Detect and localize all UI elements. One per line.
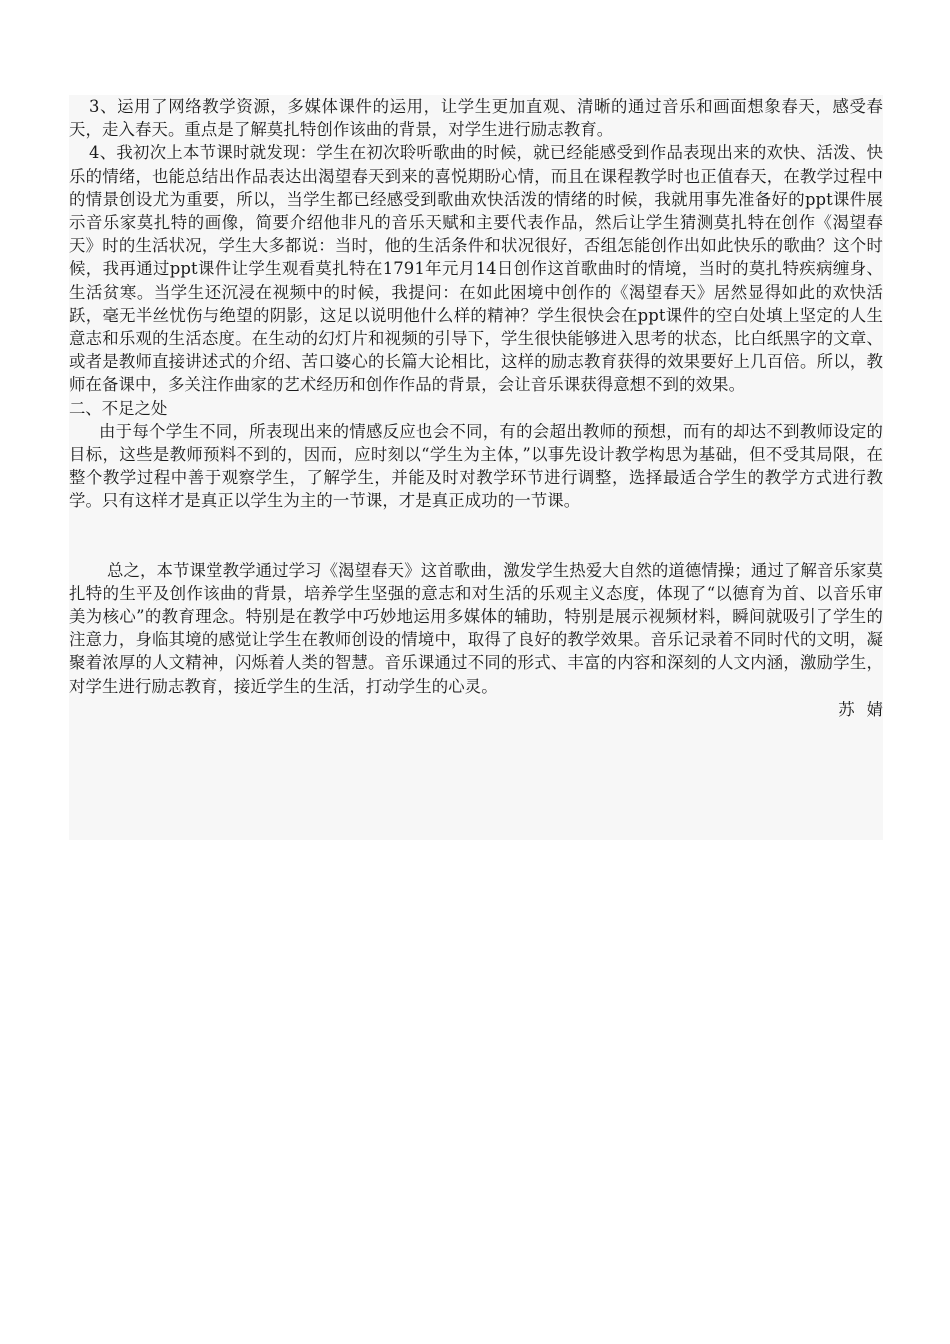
section-heading-shortcomings: 二、不足之处 — [69, 398, 168, 418]
author-signature: 苏婧 — [838, 699, 895, 719]
blank-line — [69, 513, 883, 559]
paragraph-summary: 总之，本节课堂教学通过学习《渴望春天》这首歌曲，激发学生热爱大自然的道德情操；通过了解音乐家莫扎特的生平及创作该曲的背景，培养学生坚强的意志和对生活的乐观主义态度，体现了“以德育为首、以音乐审美为核心”的教育理念。特别是在教学中巧妙地运用多媒体的辅助，特别是展示视频材料，瞬间就吸引了学生的注意力，身临其境的感觉让学生在教师创设的情境中，取得了良好的教学效果。音乐记录着不同时代的文明，凝聚着浓厚的人文精神，闪烁着人类的智慧。音乐课通过不同的形式、丰富的内容和深刻的人文内涵，激励学生，对学生进行励志教育，接近学生的生活，打动学生的心灵。 — [69, 560, 883, 696]
text-block — [69, 95, 895, 840]
paragraph-point-3: 3、运用了网络教学资源，多媒体课件的运用，让学生更加直观、清晰的通过音乐和画面想象春天，感受春天，走入春天。重点是了解莫扎特创作该曲的背景，对学生进行励志教育。 — [69, 97, 883, 140]
paragraph-point-4: 4、我初次上本节课时就发现：学生在初次聆听歌曲的时候，就已经能感受到作品表现出来的欢快、活泼、快乐的情绪，也能总结出作品表达出渴望春天到来的喜悦期盼心情，而且在课程教学时也正值春天，在教学过程中的情景创设尤为重要，所以，当学生都已经感受到歌曲欢快活泼的情绪的时候，我就用事先准备好的ppt课件展示音乐家莫扎特的画像，简要介绍他非凡的音乐天赋和主要代表作品，然后让学生猜测莫扎特在创作《渴望春天》时的生活状况，学生大多都说：当时，他的生活条件和状况很好，否组怎能创作出如此快乐的歌曲？这个时候，我再通过ppt课件让学生观看莫扎特在1791年元月14日创作这首歌曲时的情境，当时的莫扎特疾病缠身、生活贫寒。当学生还沉浸在视频中的时候，我提问：在如此困境中创作的《渴望春天》居然显得如此的欢快活跃，毫无半丝忧伤与绝望的阴影，这足以说明他什么样的精神？学生很快会在ppt课件的空白处填上坚定的人生意志和乐观的生活态度。在生动的幻灯片和视频的引导下，学生很快能够进入思考的状态，比白纸黑字的文章、或者是教师直接讲述式的介绍、苦口婆心的长篇大论相比，这样的励志教育获得的效果要好上几百倍。所以，教师在备课中，多关注作曲家的艺术经历和创作作品的背景，会让音乐课获得意想不到的效果。 — [69, 143, 883, 395]
paragraph-shortcomings: 由于每个学生不同，所表现出来的情感反应也会不同，有的会超出教师的预想，而有的却达不到教师设定的目标，这些是教师预料不到的，因而，应时刻以“学生为主体，”以事先设计教学构思为基础，但不受其局限，在整个教学过程中善于观察学生，了解学生，并能及时对教学环节进行调整，选择最适合学生的教学方式进行教学。只有这样才是真正以学生为主的一节课，才是真正成功的一节课。 — [69, 421, 883, 511]
